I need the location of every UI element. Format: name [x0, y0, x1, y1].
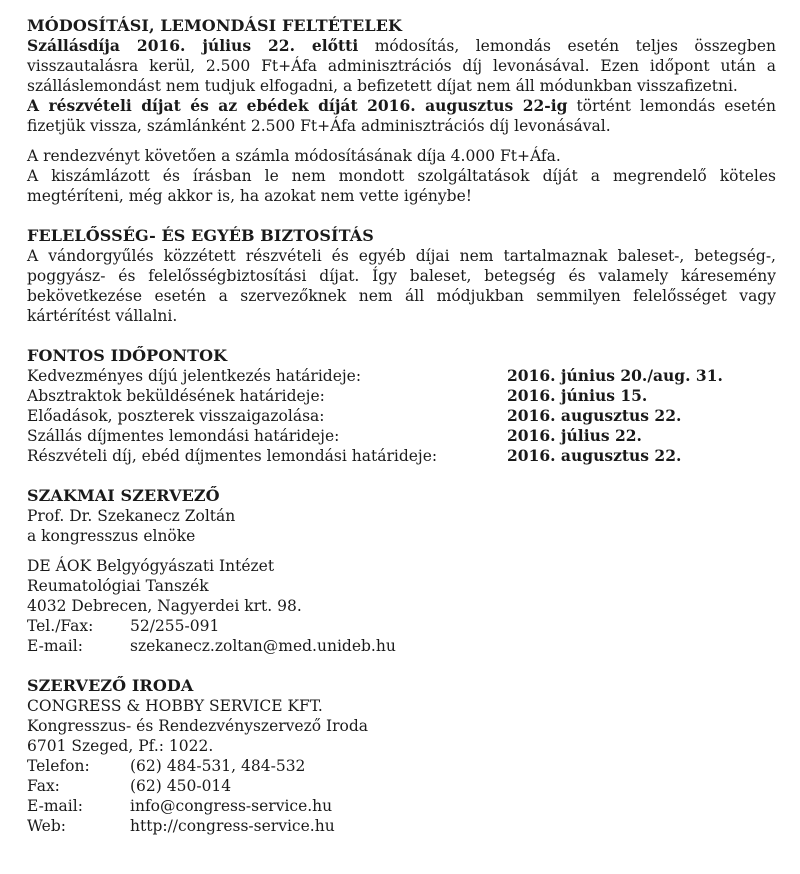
date-row-label: Részvételi díj, ebéd díjmentes lemondási határideje:: [27, 447, 438, 465]
fontos-heading: FONTOS IDŐPONTOK: [27, 346, 228, 365]
contact-value-phone: (62) 484-531, 484-532: [130, 757, 306, 775]
date-row-label: Előadások, poszterek visszaigazolása:: [27, 407, 325, 425]
iroda-section: [27, 676, 776, 836]
modositas-p1-bold: Szállásdíja 2016. július 22. előtti: [27, 36, 359, 55]
institute-line-1: DE ÁOK Belgyógyászati Intézet: [27, 557, 275, 575]
contact-value-fax: (62) 450-014: [130, 777, 232, 795]
organizer-name: Prof. Dr. Szekanecz Zoltán: [27, 507, 236, 525]
date-row-label: Absztraktok beküldésének határideje:: [27, 387, 325, 405]
date-row-value: 2016. június 20./aug. 31.: [507, 366, 723, 385]
modositas-section: [27, 16, 776, 206]
dates-table: [27, 366, 776, 466]
date-row-value: 2016. június 15.: [507, 386, 648, 405]
tel-label: Tel./Fax:: [27, 617, 94, 635]
felelosseg-heading: FELELŐSSÉG- ÉS EGYÉB BIZTOSÍTÁS: [27, 226, 374, 245]
szakmai-heading: SZAKMAI SZERVEZŐ: [27, 486, 220, 505]
date-row-value: 2016. augusztus 22.: [507, 406, 682, 425]
szakmai-contacts: [27, 616, 776, 656]
modositas-p1-text: módosítás, lemondás esetén teljes összegben visszautalásra kerül, 2.500 Ft+Áfa adminisztrációs díj levonásával. Ezen időpont után a szálláslemondást nem tudjuk elfogadni, a befizetett díjat nem áll módunkban visszafizetni.: [27, 37, 776, 95]
felelosseg-paragraph: A vándorgyűlés közzétett részvételi és egyéb díjai nem tartalmaznak baleset-, betegség-, poggyász- és felelősségbiztosítási díjat. Így baleset, betegség és valamely káresemény bekövetkezése esetén a szervezőknek nem áll módjukban semmilyen felelősséget vagy kártérítést vállalni.: [27, 247, 776, 325]
contact-label-email: E-mail:: [27, 797, 83, 815]
tel-value: 52/255-091: [130, 617, 220, 635]
email-value[interactable]: szekanecz.zoltan@med.unideb.hu: [130, 637, 396, 655]
organizer-role: a kongresszus elnöke: [27, 527, 196, 545]
modositas-paragraph-4: A kiszámlázott és írásban le nem mondott szolgáltatások díját a megrendelő köteles megtéríteni, még akkor is, ha azokat nem vette igénybe!: [27, 167, 776, 205]
iroda-heading: SZERVEZŐ IRODA: [27, 676, 194, 695]
company-name: CONGRESS & HOBBY SERVICE KFT.: [27, 697, 323, 715]
iroda-contacts: [27, 756, 776, 836]
modositas-paragraph-1: [27, 36, 776, 96]
szakmai-section: [27, 486, 776, 656]
felelosseg-section: [27, 226, 776, 326]
email-label: E-mail:: [27, 637, 83, 655]
date-row-label: Szállás díjmentes lemondási határideje:: [27, 427, 340, 445]
company-subtitle: Kongresszus- és Rendezvényszervező Iroda: [27, 717, 369, 735]
modositas-p2-text: történt lemondás esetén fizetjük vissza, számlánként 2.500 Ft+Áfa adminisztrációs díj levonásával.: [27, 97, 776, 135]
modositas-heading: MÓDOSÍTÁSI, LEMONDÁSI FELTÉTELEK: [27, 16, 402, 35]
contact-label-fax: Fax:: [27, 777, 60, 795]
institute-address: 4032 Debrecen, Nagyerdei krt. 98.: [27, 597, 302, 615]
fontos-section: [27, 346, 776, 466]
company-address: 6701 Szeged, Pf.: 1022.: [27, 737, 214, 755]
contact-value-web[interactable]: http://congress-service.hu: [130, 817, 335, 835]
date-row-label: Kedvezményes díjú jelentkezés határideje:: [27, 367, 362, 385]
institute-line-2: Reumatológiai Tanszék: [27, 577, 209, 595]
date-row-value: 2016. augusztus 22.: [507, 446, 682, 465]
contact-label-phone: Telefon:: [27, 757, 90, 775]
contact-value-email[interactable]: info@congress-service.hu: [130, 797, 333, 815]
modositas-paragraph-2: [27, 96, 776, 136]
date-row-value: 2016. július 22.: [507, 426, 642, 445]
modositas-paragraph-3: A rendezvényt követően a számla módosításának díja 4.000 Ft+Áfa.: [27, 147, 561, 165]
contact-label-web: Web:: [27, 817, 66, 835]
modositas-p2-bold: A részvételi díjat és az ebédek díját 2016. augusztus 22-ig: [27, 96, 568, 115]
